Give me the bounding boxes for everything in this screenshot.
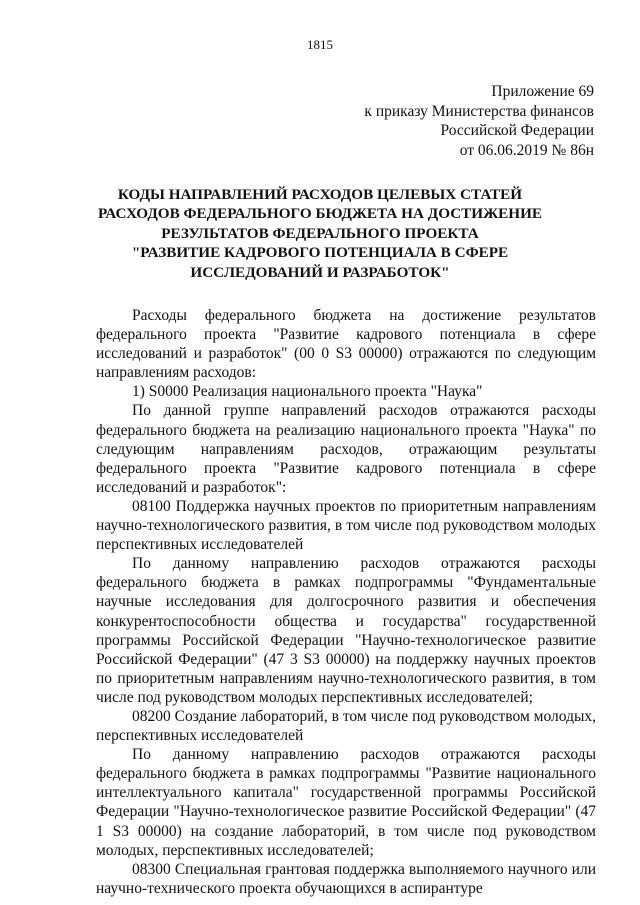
appendix-line: к приказу Министерства финансов	[364, 102, 594, 120]
appendix-line: Приложение 69	[491, 83, 594, 100]
document-title	[70, 185, 570, 282]
appendix-line: Российской Федерации	[440, 122, 594, 139]
page-number: 1815	[307, 37, 333, 52]
section-heading: 1) S0000 Реализация национального проекта "Наука"	[132, 383, 483, 401]
appendix-date-line: от 06.06.2019 № 86н	[459, 141, 594, 159]
body-paragraph: По данному направлению расходов отражаются расходы федерального бюджета в рамках подпрограммы "Развитие национального интеллектуального капитала" государственной программы Российской Федерации "Научно-технологическое развитие Российской Федерации" (47 1 S3 00000) на создание лабораторий, в том числе под руководством молодых, перспективных исследователей;	[96, 746, 596, 859]
body-paragraph: Расходы федерального бюджета на достижение результатов федерального проекта "Развитие кадрового потенциала в сфере исследований и разработок" (00 0 S3 00000) отражаются по следующим направлениям расходов:	[96, 307, 596, 382]
title-line: КОДЫ НАПРАВЛЕНИЙ РАСХОДОВ ЦЕЛЕВЫХ СТАТЕЙ	[117, 186, 523, 203]
expense-code-08200: 08200 Создание лабораторий, в том числе под руководством молодых, перспективных исследователей	[96, 707, 596, 745]
title-line: ИССЛЕДОВАНИЙ И РАЗРАБОТОК"	[190, 263, 450, 281]
document-body	[96, 306, 596, 898]
appendix-block	[364, 82, 594, 160]
title-line: РАСХОДОВ ФЕДЕРАЛЬНОГО БЮДЖЕТА НА ДОСТИЖЕНИЕ	[97, 205, 543, 223]
expense-code-08100: 08100 Поддержка научных проектов по приоритетным направлениям научно-технологического развития, в том числе под руководством молодых перспективных исследователей	[96, 497, 596, 554]
title-line: "РАЗВИТИЕ КАДРОВОГО ПОТЕНЦИАЛА В СФЕРЕ	[131, 244, 509, 262]
title-line: РЕЗУЛЬТАТОВ ФЕДЕРАЛЬНОГО ПРОЕКТА	[161, 224, 479, 242]
expense-code-08300: 08300 Специальная грантовая поддержка выполняемого научного или научно-технического проекта обучающихся в аспирантуре	[96, 860, 596, 897]
body-paragraph: По данной группе направлений расходов отражаются расходы федерального бюджета на реализацию национального проекта "Наука" по следующим направлениям расходов, отражающим результаты федерального проекта "Развитие кадрового потенциала в сфере исследований и разработок":	[96, 402, 596, 496]
body-paragraph: По данному направлению расходов отражаются расходы федерального бюджета в рамках подпрограммы "Фундаментальные научные исследования для долгосрочного развития и обеспечения конкурентоспособности общества и государства" государственной программы Российской Федерации "Научно-технологическое развитие Российской Федерации" (47 3 S3 00000) на поддержку научных проектов по приоритетным направлениям научно-технологического развития, в том числе под руководством молодых перспективных исследователей;	[96, 555, 596, 706]
